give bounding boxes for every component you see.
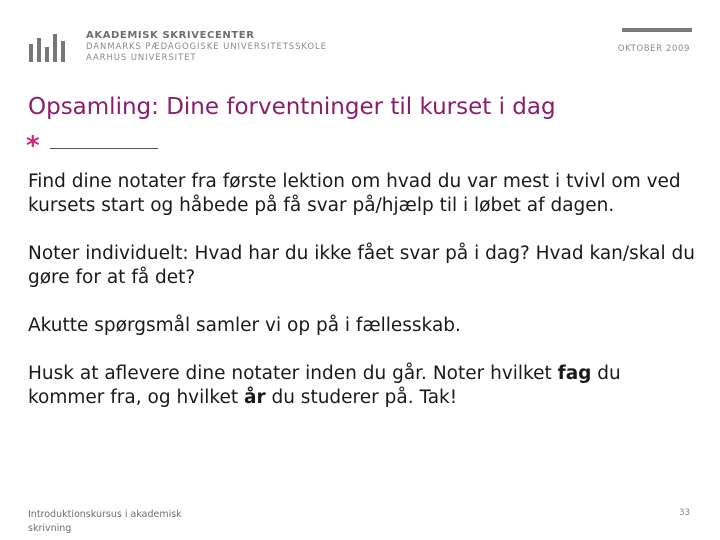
slide-date: OKTOBER 2009 [617, 44, 690, 54]
organization-block [86, 30, 327, 64]
header-rule [622, 28, 692, 32]
university-logo [28, 30, 68, 64]
hand-in-text-part-3: du studerer på. Tak! [265, 387, 458, 408]
slide-body [28, 170, 698, 434]
organization-school: DANMARKS PÆDAGOGISKE UNIVERSITETSSKOLE [86, 42, 327, 52]
aarhus-university-logo-icon [28, 30, 68, 64]
paragraph-note-individually: Noter individuelt: Hvad har du ikke fået svar på i dag? Hvad kan/skal du gøre for at få det? [28, 243, 695, 288]
footer-course-name: Introduktionskursus i akademisk skrivning [28, 509, 182, 534]
hand-in-text-part-2: du kommer fra, og hvilket [28, 363, 621, 408]
organization-university: AARHUS UNIVERSITET [86, 53, 197, 63]
slide-title: Opsamling: Dine forventninger til kurset i dag [28, 94, 556, 120]
organization-name: AKADEMISK SKRIVECENTER [86, 30, 255, 41]
title-underline [50, 148, 158, 149]
paragraph-hand-in-notes [28, 362, 698, 410]
asterisk-icon: * [26, 131, 40, 161]
paragraph-find-notes: Find dine notater fra første lektion om hvad du var mest i tvivl om ved kursets start og håbede på få svar på/hjælp til i løbet af dagen. [28, 171, 681, 216]
hand-in-bold-year: år [243, 387, 266, 408]
paragraph-urgent-questions: Akutte spørgsmål samler vi op på i fællesskab. [28, 315, 461, 336]
hand-in-text-part-1: Husk at aflevere dine notater inden du går. Noter hvilket [28, 363, 558, 384]
hand-in-bold-subject: fag [557, 363, 592, 384]
page-number: 33 [679, 508, 690, 518]
